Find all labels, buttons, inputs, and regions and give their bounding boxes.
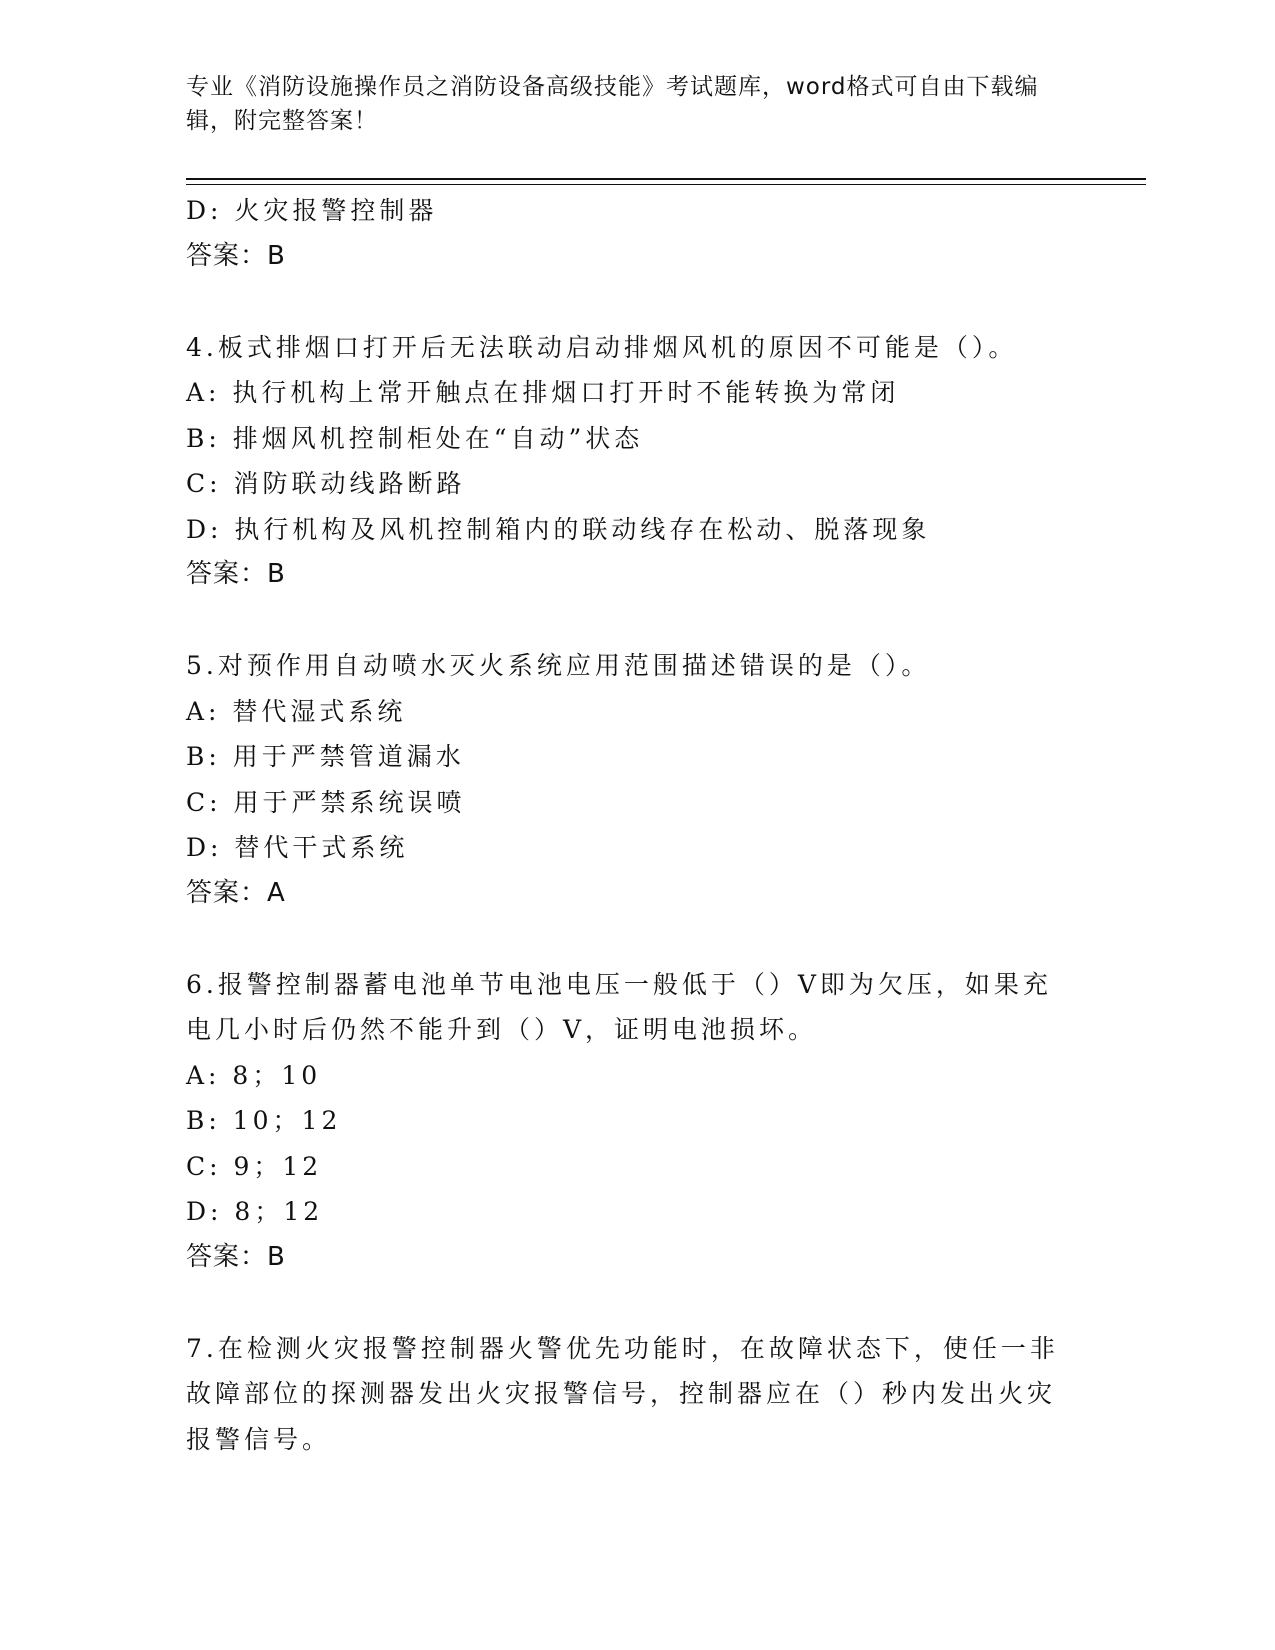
answer: 答案：B bbox=[186, 1241, 286, 1272]
option-c: C: 消防联动线路断路 bbox=[186, 469, 466, 498]
question-block-4 bbox=[186, 325, 1086, 598]
option-c: C: 9；12 bbox=[186, 1151, 323, 1181]
option-b: B: 10；12 bbox=[186, 1106, 342, 1135]
option-a: A: 8；10 bbox=[186, 1060, 322, 1090]
header-text: 专业《消防设施操作员之消防设备高级技能》考试题库，word格式可自由下载编辑，附完整答案！ bbox=[186, 74, 1039, 134]
question-block-5 bbox=[186, 643, 1086, 916]
answer: 答案：B bbox=[186, 240, 286, 271]
option-a: A: 替代湿式系统 bbox=[186, 696, 407, 726]
answer: 答案：A bbox=[186, 877, 286, 908]
option-d: D: 替代干式系统 bbox=[186, 833, 409, 862]
option-d: D: 执行机构及风机控制箱内的联动线存在松动、脱落现象 bbox=[186, 514, 931, 544]
spacer bbox=[186, 598, 1086, 644]
option-b: B: 排烟风机控制柜处在“自动”状态 bbox=[186, 423, 644, 453]
option-a: A: 执行机构上常开触点在排烟口打开时不能转换为常闭 bbox=[186, 378, 900, 407]
question-block-3-tail bbox=[186, 188, 1086, 279]
question-block-7 bbox=[186, 1326, 1086, 1463]
option-d: D: 8；12 bbox=[186, 1197, 324, 1226]
option-d: D: 火灾报警控制器 bbox=[186, 196, 438, 225]
header-rule-thick bbox=[186, 178, 1146, 180]
question-text: 4.板式排烟口打开后无法联动启动排烟风机的原因不可能是（）。 bbox=[186, 332, 1018, 362]
answer: 答案：B bbox=[186, 559, 286, 589]
spacer bbox=[186, 279, 1086, 325]
option-c: C: 用于严禁系统误喷 bbox=[186, 787, 466, 817]
question-text: 5.对预作用自动喷水灭火系统应用范围描述错误的是（）。 bbox=[186, 651, 931, 680]
spacer bbox=[186, 1280, 1086, 1326]
question-text: 7.在检测火灾报警控制器火警优先功能时，在故障状态下，使任一非故障部位的探测器发出火灾报警信号，控制器应在（）秒内发出火灾报警信号。 bbox=[186, 1333, 1059, 1454]
question-list bbox=[186, 188, 1086, 1462]
question-text: 6.报警控制器蓄电池单节电池电压一般低于（）V即为欠压，如果充电几小时后仍然不能升到（）V，证明电池损坏。 bbox=[186, 969, 1052, 1044]
spacer bbox=[186, 916, 1086, 962]
header-rule-thin bbox=[186, 184, 1146, 185]
document-header bbox=[186, 70, 1086, 138]
option-b: B: 用于严禁管道漏水 bbox=[186, 742, 465, 771]
question-block-6 bbox=[186, 962, 1086, 1281]
